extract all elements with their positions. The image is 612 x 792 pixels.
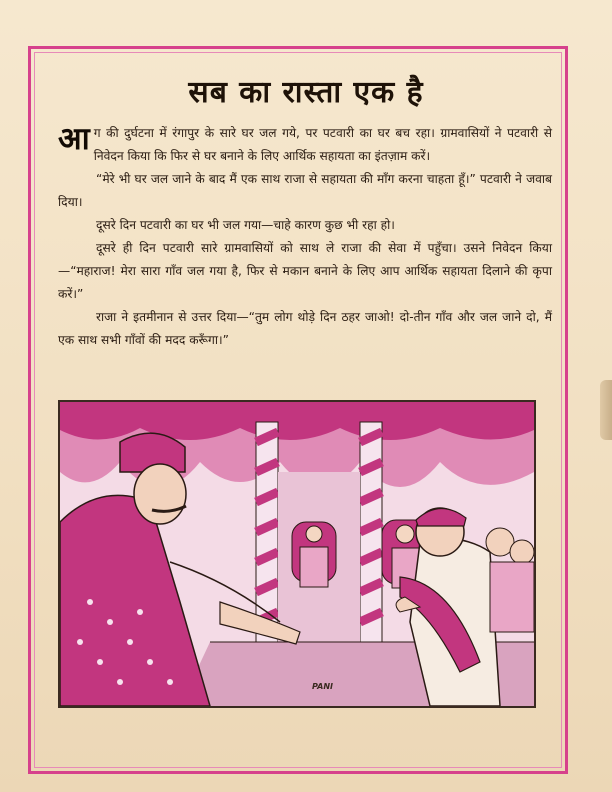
villagers-crowd (486, 528, 534, 632)
courtier-seated-1 (292, 522, 336, 587)
story-paragraph-3: दूसरे दिन पटवारी का घर भी जल गया—चाहे कारण कुछ भी रहा हो। (96, 218, 395, 232)
story-paragraph-4: दूसरे ही दिन पटवारी सारे ग्रामवासियों को साथ ले राजा की सेवा में पहुँचा। उसने निवेदन किया—“महाराज! मेरा सारा गाँव जल गया है, फिर से मकान बनाने के लिए आप आर्थिक सहायता दिलाने की कृपा करें।” (58, 241, 552, 301)
paragraph-text: ग की दुर्घटना में रंगापुर के सारे घर जल गये, पर पटवारी का घर बच रहा। ग्रामवासियों ने पटवारी से निवेदन किया कि फिर से घर बनाने के लिए आर्थिक सहायता का इंतज़ाम करें। (93, 126, 552, 163)
artist-signature: PANI (312, 682, 333, 691)
king-face (134, 464, 186, 524)
drop-cap: आ (58, 121, 90, 157)
story-paragraph-1 (58, 122, 552, 168)
pillar-right (360, 422, 382, 652)
story-paragraph-5: राजा ने इतमीनान से उत्तर दिया—“तुम लोग थोड़े दिन ठहर जाओ! दो-तीन गाँव और जल जाने दो, मैं एक साथ सभी गाँवों की मदद करूँगा।” (58, 310, 552, 347)
pillar-left (256, 422, 278, 642)
court-scene-drawing (60, 402, 534, 706)
page-edge-shadow (600, 380, 612, 440)
story-paragraph-2: “मेरे भी घर जल जाने के बाद मैं एक साथ राजा से सहायता की माँग करना चाहता हूँ।” पटवारी ने जवाब दिया। (58, 172, 552, 209)
story-illustration (58, 400, 536, 708)
story-text (58, 122, 552, 352)
story-title: सब का रास्ता एक है (188, 75, 424, 110)
